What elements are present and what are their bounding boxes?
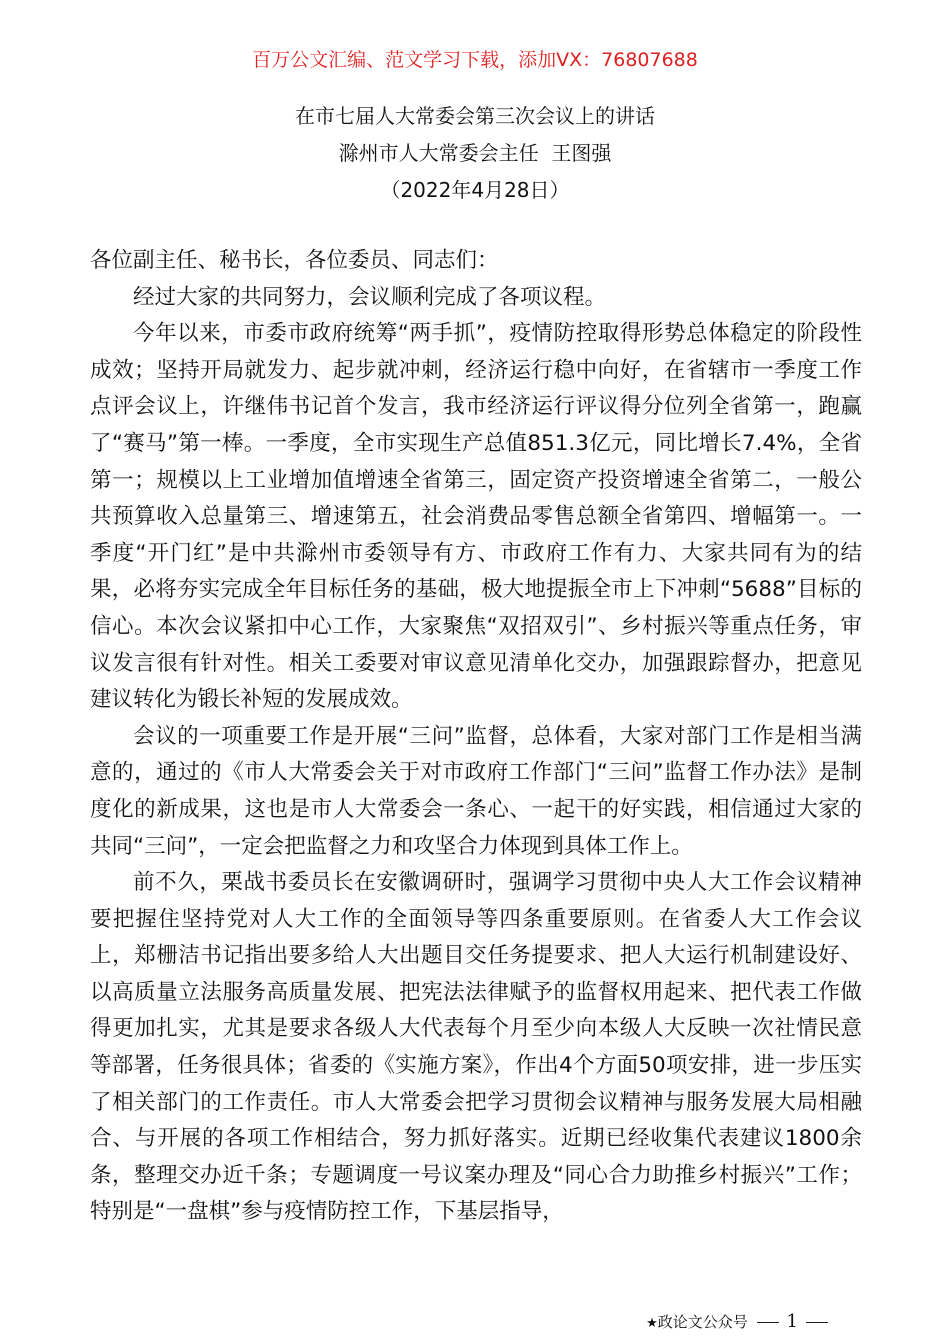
paragraph: 会议的一项重要工作是开展“三问”监督，总体看，大家对部门工作是相当满意的，通过的《市人大常委会关于对市政府工作部门“三问”监督工作办法》是制度化的新成果，这也是市人大常委会一条心、一起干的好实践，相信通过大家的共同“三问”，一定会把监督之力和攻坚合力体现到具体工作上。: [90, 723, 862, 859]
speech-title: 在市七届人大常委会第三次会议上的讲话: [295, 104, 655, 128]
page-number: 1: [786, 1311, 798, 1332]
paragraph: 经过大家的共同努力，会议顺利完成了各项议程。: [133, 284, 607, 310]
page-footer: [646, 1310, 832, 1336]
watermark-banner: 百万公文汇编、范文学习下载，添加VX：76807688: [252, 49, 698, 71]
speech-date: （2022年4月28日）: [380, 178, 570, 202]
footer-dash-right: [806, 1322, 828, 1323]
star-icon: ★: [646, 1316, 658, 1331]
header-block: [0, 98, 950, 209]
speaker-line: 滁州市人大常委会主任 王图强: [338, 141, 612, 165]
speech-body: [90, 243, 862, 1231]
footer-source: 政论文公众号: [657, 1313, 748, 1331]
footer-dash-left: [757, 1322, 779, 1323]
paragraph: 今年以来，市委市政府统筹“两手抓”，疫情防控取得形势总体稳定的阶段性成效；坚持开局就发力、起步就冲刺，经济运行稳中向好，在省辖市一季度工作点评会议上，许继伟书记首个发言，我市经济运行评议得分位列全省第一，跑赢了“赛马”第一棒。一季度，全市实现生产总值851.3亿元，同比增长7.4%，全省第一；规模以上工业增加值增速全省第三，固定资产投资增速全省第二，一般公共预算收入总量第三、增速第五，社会消费品零售总额全省第四、增幅第一。一季度“开门红”是中共滁州市委领导有方、市政府工作有力、大家共同有为的结果，必将夯实完成全年目标任务的基础，极大地提振全市上下冲刺“5688”目标的信心。本次会议紧扣中心工作，大家聚焦“双招双引”、乡村振兴等重点任务，审议发言很有针对性。相关工委要对审议意见清单化交办，加强跟踪督办，把意见建议转化为锻长补短的发展成效。: [90, 321, 862, 713]
salutation: 各位副主任、秘书长，各位委员、同志们：: [90, 248, 499, 273]
paragraph: 前不久，栗战书委员长在安徽调研时，强调学习贯彻中央人大工作会议精神要把握住坚持党对人大工作的全面领导等四条重要原则。在省委人大工作会议上，郑栅洁书记指出要多给人大出题目交任务提要求、把人大运行机制建设好、以高质量立法服务高质量发展、把宪法法律赋予的监督权用起来、把代表工作做得更加扎实，尤其是要求各级人大代表每个月至少向本级人大反映一次社情民意等部署，任务很具体；省委的《实施方案》，作出4个方面50项安排，进一步压实了相关部门的工作责任。市人大常委会把学习贯彻会议精神与服务发展大局相融合、与开展的各项工作相结合，努力抓好落实。近期已经收集代表建议1800余条，整理交办近千条；专题调度一号议案办理及“同心合力助推乡村振兴”工作；特别是“一盘棋”参与疫情防控工作，下基层指导，: [90, 870, 862, 1225]
